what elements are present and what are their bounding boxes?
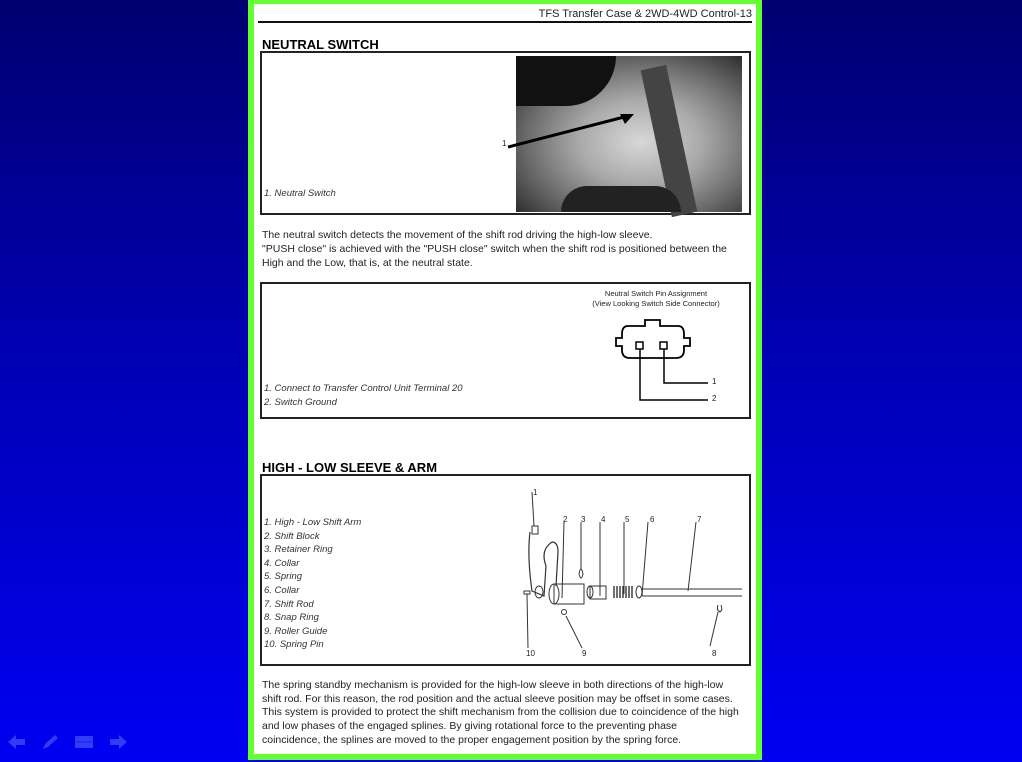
text-line: The spring standby mechanism is provided for the high-low sleeve in both directions of the high-low xyxy=(262,679,724,691)
pin-assignment-title xyxy=(572,289,740,308)
legend-item: 4. Collar xyxy=(264,557,300,569)
neutral-switch-photo xyxy=(516,56,742,212)
callout-9: 9 xyxy=(582,649,587,658)
diagram-title: Neutral Switch Pin Assignment xyxy=(604,289,708,298)
sleeve-arm-heading: HIGH - LOW SLEEVE & ARM xyxy=(262,460,438,475)
text-line: shift rod. For this reason, the rod position and the actual sleeve position may be offset in some cases. xyxy=(262,692,733,705)
callout-7: 7 xyxy=(697,515,702,524)
sleeve-arm-description xyxy=(262,679,739,748)
callout-1: 1 xyxy=(533,488,538,497)
sleeve-arm-figure xyxy=(260,474,751,666)
legend-item: 1. High - Low Shift Arm xyxy=(264,517,362,528)
legend-item: 1. Connect to Transfer Control Unit Terminal 20 xyxy=(264,383,463,394)
pen-icon[interactable] xyxy=(40,733,60,751)
exploded-diagram xyxy=(522,486,752,661)
legend-item: 9. Roller Guide xyxy=(264,625,328,637)
callout-10: 10 xyxy=(526,649,535,658)
callout-6: 6 xyxy=(650,515,655,524)
neutral-switch-heading: NEUTRAL SWITCH xyxy=(262,37,379,52)
text-line: This system is provided to protect the shift mechanism from the collision due to coincidence of the high xyxy=(262,706,739,719)
callout-5: 5 xyxy=(625,515,630,524)
legend-item: 2. Shift Block xyxy=(264,530,320,542)
neutral-switch-figure xyxy=(260,51,751,215)
page-header: TFS Transfer Case & 2WD-4WD Control-13 xyxy=(258,8,752,23)
pin-assignment-figure xyxy=(260,282,751,419)
legend-item: 3. Retainer Ring xyxy=(264,544,333,556)
pin-label-2: 2 xyxy=(712,394,717,403)
callout-2: 2 xyxy=(563,515,568,524)
pin-legend xyxy=(264,382,463,409)
next-arrow-icon[interactable] xyxy=(108,733,128,751)
neutral-switch-description xyxy=(262,228,727,270)
legend-item: 7. Shift Rod xyxy=(264,598,314,610)
legend-item: 6. Collar xyxy=(264,584,300,596)
legend-item: 5. Spring xyxy=(264,571,303,583)
callout-4: 4 xyxy=(601,515,606,524)
neutral-switch-caption: 1. Neutral Switch xyxy=(264,188,336,199)
text-line: and low phases of the engaged splines. By giving rotational force to the preventing phase xyxy=(262,720,678,733)
previous-arrow-icon[interactable] xyxy=(7,733,27,751)
text-line: High and the Low, that is, at the neutral state. xyxy=(262,257,473,269)
slide-page xyxy=(248,0,762,760)
legend-item: 10. Spring Pin xyxy=(264,639,324,651)
text-line: "PUSH close" is achieved with the "PUSH close" switch when the shift rod is positioned between the xyxy=(262,243,727,255)
pin-label-1: 1 xyxy=(712,377,717,386)
legend-item: 2. Switch Ground xyxy=(264,396,337,408)
diagram-subtitle: (View Looking Switch Side Connector) xyxy=(592,298,720,308)
text-line: coincidence, the splines are moved to the proper engagement position by the spring force. xyxy=(262,733,682,746)
text-line: The neutral switch detects the movement of the shift rod driving the high-low sleeve. xyxy=(262,229,653,241)
photo-callout-1: 1 xyxy=(502,139,507,148)
menu-icon[interactable] xyxy=(74,733,94,751)
legend-item: 8. Snap Ring xyxy=(264,612,319,624)
sleeve-arm-legend xyxy=(264,516,361,652)
document-sheet xyxy=(254,4,756,754)
callout-8: 8 xyxy=(712,649,717,658)
callout-3: 3 xyxy=(581,515,586,524)
